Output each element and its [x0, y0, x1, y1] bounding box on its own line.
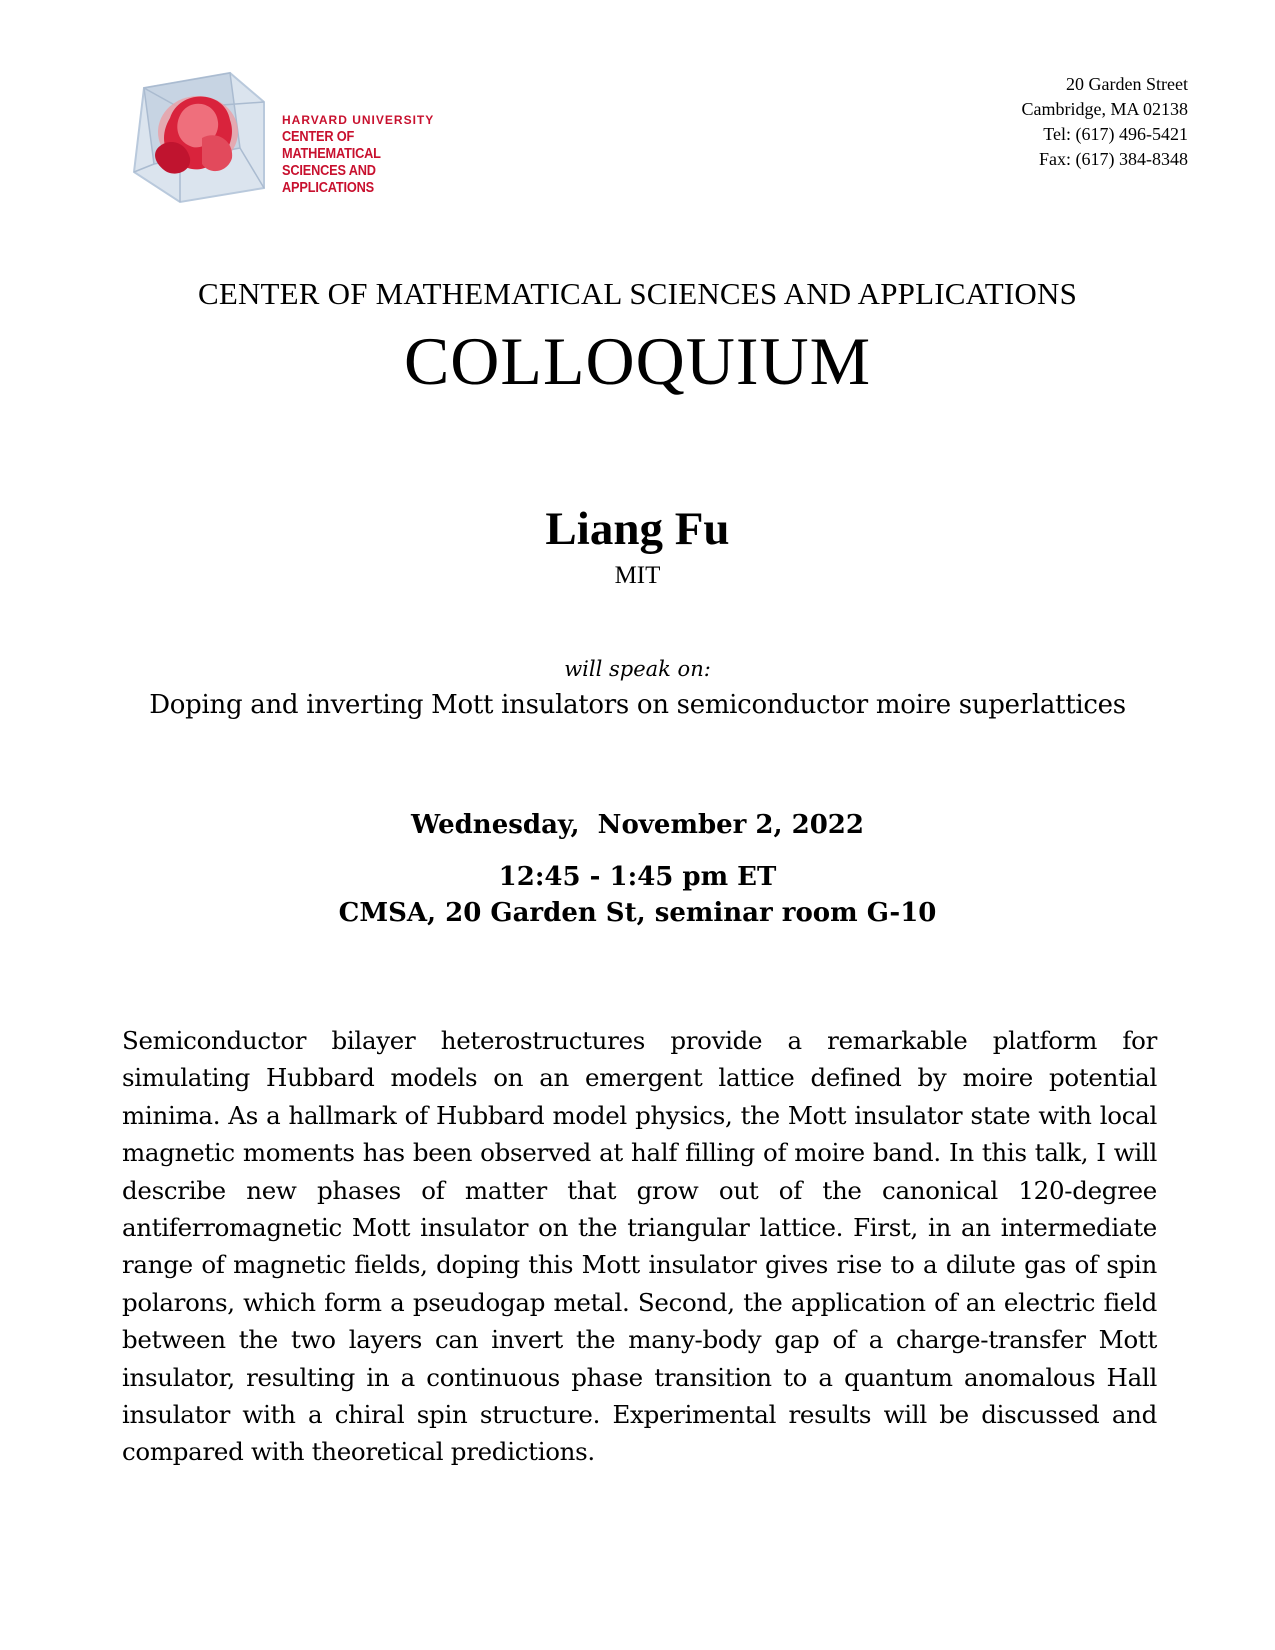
event-time: 12:45 - 1:45 pm ET	[498, 862, 777, 892]
address-street: 20 Garden Street	[1066, 74, 1188, 94]
cmsa-cube-logo-icon	[130, 68, 268, 206]
talk-intro: will speak on:	[564, 657, 711, 681]
cmsa-logo	[130, 68, 450, 208]
logo-line-harvard: HARVARD UNIVERSITY	[282, 113, 435, 127]
address-fax: Fax: (617) 384-8348	[1039, 149, 1188, 169]
center-name-heading: CENTER OF MATHEMATICAL SCIENCES AND APPLICATIONS	[197, 276, 1078, 311]
event-type-title: COLLOQUIUM	[403, 323, 872, 399]
abstract-text: Semiconductor bilayer heterostructures provide a remarkable platform for simulating Hubbard models on an emergent lattice defined by moire potential minima. As a hallmark of Hubbard model physics, the Mott insulator state with local magnetic moments has been observed at half filling of moire band. In this talk, I will describe new phases of matter that grow out of the canonical 120-degree antiferromagnetic Mott insulator on the triangular lattice. First, in an intermediate range of magnetic fields, doping this Mott insulator gives rise to a dilute gas of spin polarons, which form a pseudogap metal. Second, the application of an electric field between the two layers can invert the many-body gap of a charge-transfer Mott insulator, resulting in a continuous phase transition to a quantum anomalous Hall insulator with a chiral spin structure. Experimental results will be discussed and compared with theoretical predictions.	[122, 1026, 1157, 1467]
address-block	[1022, 72, 1189, 172]
address-tel: Tel: (617) 496-5421	[1043, 124, 1188, 144]
logo-wordmark	[282, 112, 450, 197]
speaker-affiliation: MIT	[614, 562, 661, 589]
address-city: Cambridge, MA 02138	[1021, 99, 1188, 119]
talk-title: Doping and inverting Mott insulators on semiconductor moire superlattices	[149, 690, 1126, 720]
speaker-name: Liang Fu	[545, 503, 730, 555]
logo-line-center: CENTER OF MATHEMATICAL	[282, 129, 381, 162]
event-date: Wednesday, November 2, 2022	[411, 810, 864, 840]
event-location: CMSA, 20 Garden St, seminar room G-10	[338, 898, 937, 928]
logo-line-sciences: SCIENCES AND APPLICATIONS	[282, 163, 376, 196]
